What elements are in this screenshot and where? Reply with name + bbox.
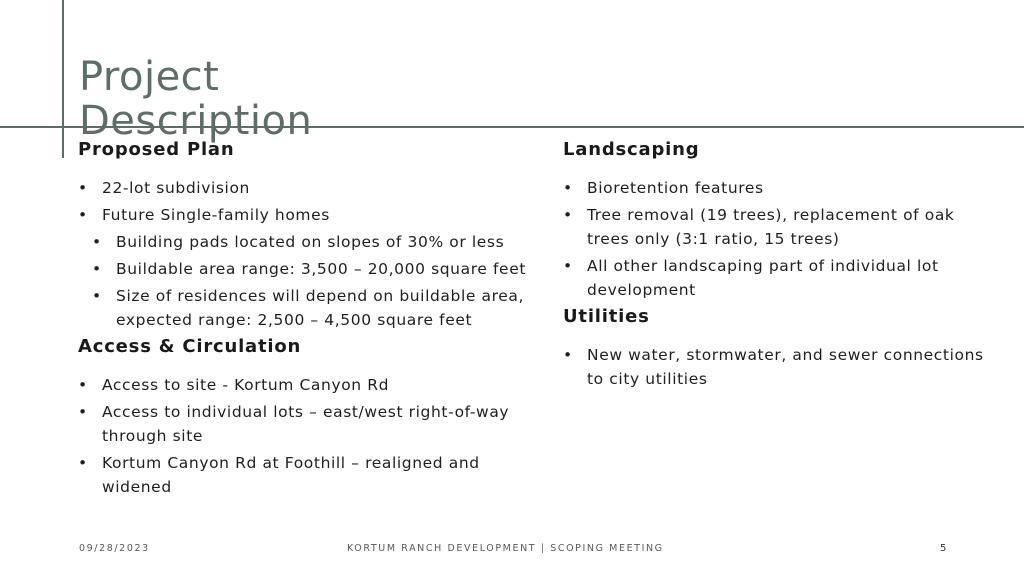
slide-title-line-2: Description bbox=[79, 98, 313, 144]
footer-title: KORTUM RANCH DEVELOPMENT | SCOPING MEETING bbox=[347, 543, 664, 554]
utilities-list bbox=[563, 343, 993, 391]
access-circulation-heading: Access & Circulation bbox=[78, 336, 302, 357]
list-item: • Tree removal (19 trees), replacement of oak trees only (3:1 ratio, 15 trees) bbox=[563, 203, 993, 251]
vertical-accent-line bbox=[62, 0, 64, 158]
landscaping-list bbox=[563, 176, 993, 302]
list-item: • Access to site - Kortum Canyon Rd bbox=[78, 373, 538, 397]
list-item: • 22-lot subdivision bbox=[78, 176, 538, 200]
list-item: • Kortum Canyon Rd at Foothill – realigned and widened bbox=[78, 451, 538, 499]
proposed-plan-heading: Proposed Plan bbox=[78, 139, 235, 160]
slide-title bbox=[79, 55, 312, 143]
sub-list-item: • Buildable area range: 3,500 – 20,000 square feet bbox=[78, 257, 538, 281]
landscaping-heading: Landscaping bbox=[563, 139, 700, 160]
list-item: • Future Single-family homes bbox=[78, 203, 538, 227]
list-item: • Bioretention features bbox=[563, 176, 993, 200]
slide-title-line-1: Project bbox=[79, 54, 220, 100]
footer-date: 09/28/2023 bbox=[79, 543, 150, 554]
left-column bbox=[78, 138, 538, 502]
page-number: 5 bbox=[940, 543, 947, 554]
proposed-plan-list bbox=[78, 176, 538, 332]
list-item: • New water, stormwater, and sewer connections to city utilities bbox=[563, 343, 993, 391]
list-item: • Access to individual lots – east/west right-of-way through site bbox=[78, 400, 538, 448]
sub-list-item: • Size of residences will depend on buildable area, expected range: 2,500 – 4,500 square feet bbox=[78, 284, 538, 332]
right-column bbox=[563, 138, 993, 394]
access-circulation-list bbox=[78, 373, 538, 499]
sub-list-item: • Building pads located on slopes of 30% or less bbox=[78, 230, 538, 254]
list-item: • All other landscaping part of individual lot development bbox=[563, 254, 993, 302]
utilities-heading: Utilities bbox=[563, 306, 650, 327]
